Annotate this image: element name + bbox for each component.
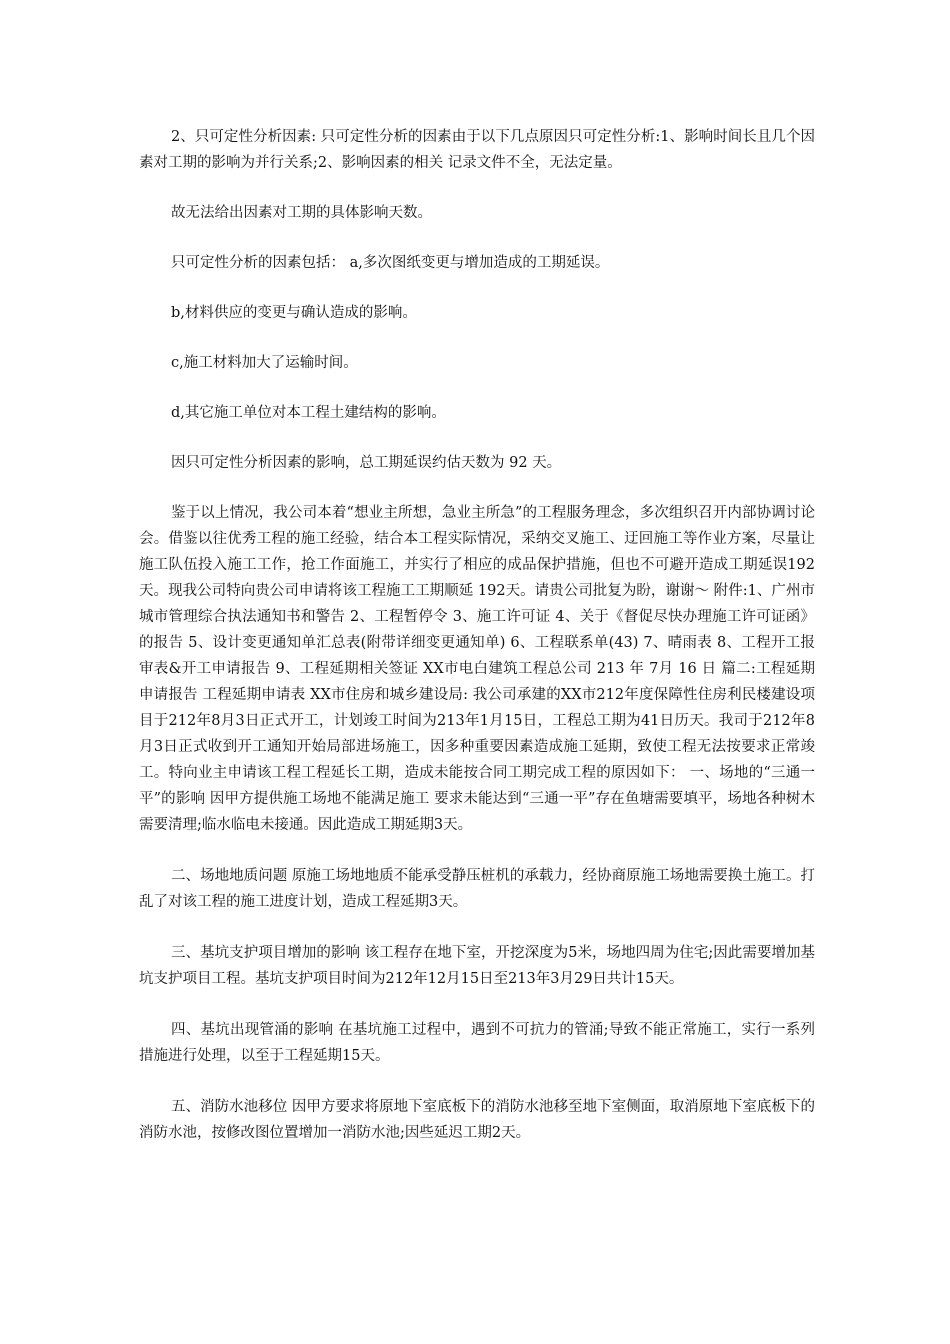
- paragraph-total-delay: 因只可定性分析因素的影响，总工期延误约估天数为 92 天。: [171, 455, 562, 471]
- paragraph-factor-c: c,施工材料加大了运输时间。: [171, 355, 358, 371]
- paragraph-qualitative-factors: 2、只可定性分析因素: 只可定性分析的因素由于以下几点原因只可定性分析:1、影响时间长且几个因素对工期的影响为并行关系;2、影响因素的相关 记录文件不全，无法定量。: [139, 129, 815, 171]
- paragraph-no-specific-days: 故无法给出因素对工期的具体影响天数。: [171, 205, 432, 221]
- paragraph-fire-pool-relocation: 五、消防水池移位 因甲方要求将原地下室底板下的消防水池移至地下室侧面，取消原地下室底板下的消防水池，按修改图位置增加一消防水池;因些延迟工期2天。: [139, 1099, 815, 1141]
- paragraph-factor-d: d,其它施工单位对本工程土建结构的影响。: [171, 405, 446, 421]
- paragraph-factor-a: 只可定性分析的因素包括： a,多次图纸变更与增加造成的工期延误。: [171, 255, 610, 271]
- paragraph-foundation-support: 三、基坑支护项目增加的影响 该工程存在地下室，开挖深度为5米，场地四周为住宅;因此需要增加基坑支护项目工程。基坑支护项目时间为212年12月15日至213年3月29日共计15天。: [139, 945, 815, 987]
- paragraph-piping-issue: 四、基坑出现管涌的影响 在基坑施工过程中，遇到不可抗力的管涌;导致不能正常施工，实行一系列措施进行处理，以至于工程延期15天。: [139, 1022, 815, 1064]
- paragraph-factor-b: b,材料供应的变更与确认造成的影响。: [171, 305, 417, 321]
- document-page: [139, 124, 815, 1171]
- paragraph-extension-request: 鉴于以上情况，我公司本着“想业主所想，急业主所急”的工程服务理念，多次组织召开内部协调讨论会。借鉴以往优秀工程的施工经验，结合本工程实际情况，采纳交叉施工、迂回施工等作业方案，尽量让施工队伍投入施工工作，抢工作面施工，并实行了相应的成品保护措施，但也不可避开造成工期延误192天。现我公司特向贵公司申请将该工程施工工期顺延 192天。请贵公司批复为盼，谢谢～ 附件:1、广州市城市管理综合执法通知书和警告 2、工程暂停令 3、施工许可证 4、关于《督促尽快办理施工许可证函》的报告 5、设计变更通知单汇总表(附带详细变更通知单) 6、工程联系单(43) 7、晴雨表 8、工程开工报审表&开工申请报告 9、工程延期相关签证 XX市电白建筑工程总公司 213 年 7月 16 日 篇二:工程延期申请报告 工程延期申请表 XX市住房和城乡建设局: 我公司承建的XX市212年度保障性住房利民楼建设项目于212年8月3日正式开工，计划竣工时间为213年1月15日，工程总工期为41日历天。我司于212年8月3日正式收到开工通知开始局部进场施工，因多种重要因素造成施工延期，致使工程无法按要求正常竣工。特向业主申请该工程工程延长工期，造成未能按合同工期完成工程的原因如下： 一、场地的“三通一平”的影响 因甲方提供施工场地不能满足施工 要求未能达到“三通一平”存在鱼塘需要填平，场地各种树木需要清理;临水临电未接通。因此造成工期延期3天。: [139, 505, 815, 833]
- paragraph-geology-issue: 二、场地地质问题 原施工场地地质不能承受静压桩机的承载力，经协商原施工场地需要换土施工。打乱了对该工程的施工进度计划，造成工程延期3天。: [139, 868, 815, 910]
